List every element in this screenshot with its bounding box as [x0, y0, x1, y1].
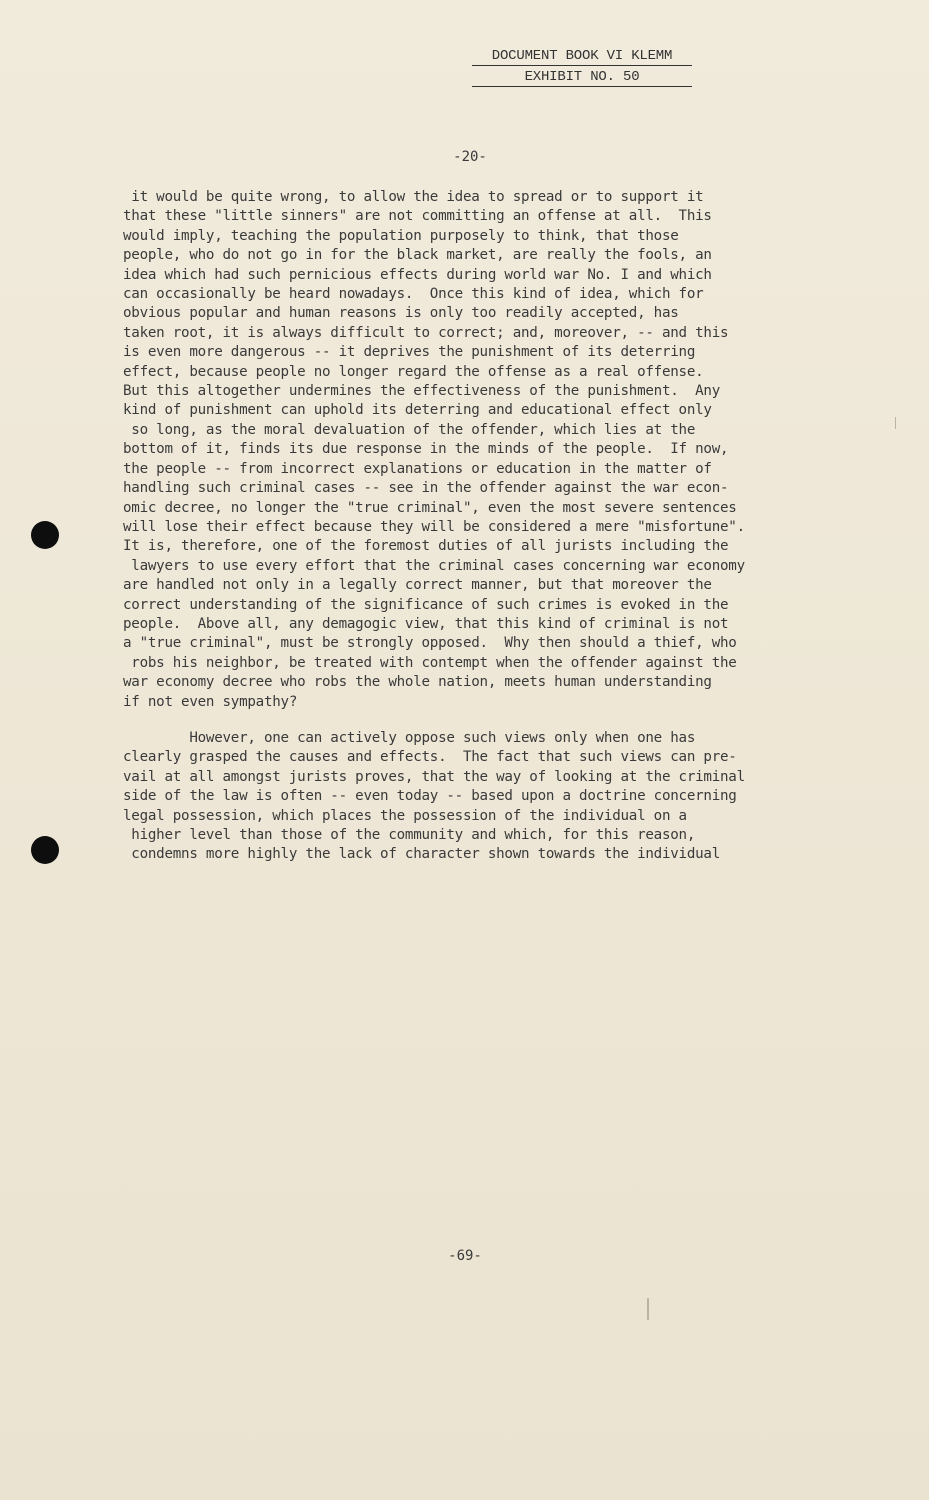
text-line: legal possession, which places the possession of the individual on a [123, 807, 687, 824]
text-line: vail at all amongst jurists proves, that the way of looking at the criminal [123, 768, 745, 785]
text-line: higher level than those of the community and which, for this reason, [123, 827, 696, 844]
text-line: omic decree, no longer the "true criminal", even the most severe sentences [123, 499, 737, 516]
text-line: handling such criminal cases -- see in the offender against the war econ- [123, 480, 729, 497]
document-header [472, 48, 692, 87]
text-line: idea which had such pernicious effects during world war No. I and which [123, 266, 712, 283]
margin-mark [647, 1298, 649, 1320]
text-line: is even more dangerous -- it deprives the punishment of its deterring [123, 344, 696, 361]
text-line: a "true criminal", must be strongly opposed. Why then should a thief, who [123, 635, 737, 652]
text-line: people. Above all, any demagogic view, that this kind of criminal is not [123, 615, 729, 632]
text-line: effect, because people no longer regard the offense as a real offense. [123, 363, 704, 380]
header-document-book: DOCUMENT BOOK VI KLEMM [472, 48, 692, 66]
page-number-bottom: -69- [448, 1248, 482, 1264]
text-line: bottom of it, finds its due response in the minds of the people. If now, [123, 441, 729, 458]
text-line: taken root, it is always difficult to correct; and, moreover, -- and this [123, 324, 729, 341]
text-line: However, one can actively oppose such views only when one has [123, 730, 696, 746]
text-line: condemns more highly the lack of character shown towards the individual [123, 846, 720, 863]
text-line: people, who do not go in for the black market, are really the fools, an [123, 247, 712, 264]
text-line: would imply, teaching the population purposely to think, that those [123, 227, 679, 244]
text-line: clearly grasped the causes and effects. The fact that such views can pre- [123, 749, 737, 766]
text-line: side of the law is often -- even today -- based upon a doctrine concerning [123, 788, 737, 805]
text-line: are handled not only in a legally correct manner, but that moreover the [123, 577, 712, 594]
punch-hole [31, 521, 59, 549]
paragraph-2 [123, 729, 851, 865]
text-line: so long, as the moral devaluation of the offender, which lies at the [123, 421, 696, 438]
text-line: kind of punishment can uphold its deterring and educational effect only [123, 402, 712, 419]
text-line: robs his neighbor, be treated with contempt when the offender against the [123, 654, 737, 671]
margin-mark [895, 417, 896, 429]
text-line: obvious popular and human reasons is only too readily accepted, has [123, 305, 679, 322]
header-exhibit-number: EXHIBIT NO. 50 [472, 69, 692, 87]
text-line: can occasionally be heard nowadays. Once this kind of idea, which for [123, 286, 704, 303]
text-line: But this altogether undermines the effectiveness of the punishment. Any [123, 383, 720, 400]
text-line: will lose their effect because they will be considered a mere "misfortune". [123, 518, 745, 535]
page-number-top: -20- [453, 149, 487, 165]
text-line: the people -- from incorrect explanations or education in the matter of [123, 460, 712, 477]
text-line: it would be quite wrong, to allow the idea to spread or to support it [123, 189, 704, 205]
text-line: lawyers to use every effort that the criminal cases concerning war economy [123, 557, 745, 574]
paragraph-1 [123, 188, 851, 712]
text-line: that these "little sinners" are not committing an offense at all. This [123, 208, 712, 225]
text-line: if not even sympathy? [123, 693, 298, 710]
text-line: correct understanding of the significance of such crimes is evoked in the [123, 596, 729, 613]
text-line: It is, therefore, one of the foremost duties of all jurists including the [123, 538, 729, 555]
punch-hole [31, 836, 59, 864]
text-line: war economy decree who robs the whole nation, meets human understanding [123, 674, 712, 691]
